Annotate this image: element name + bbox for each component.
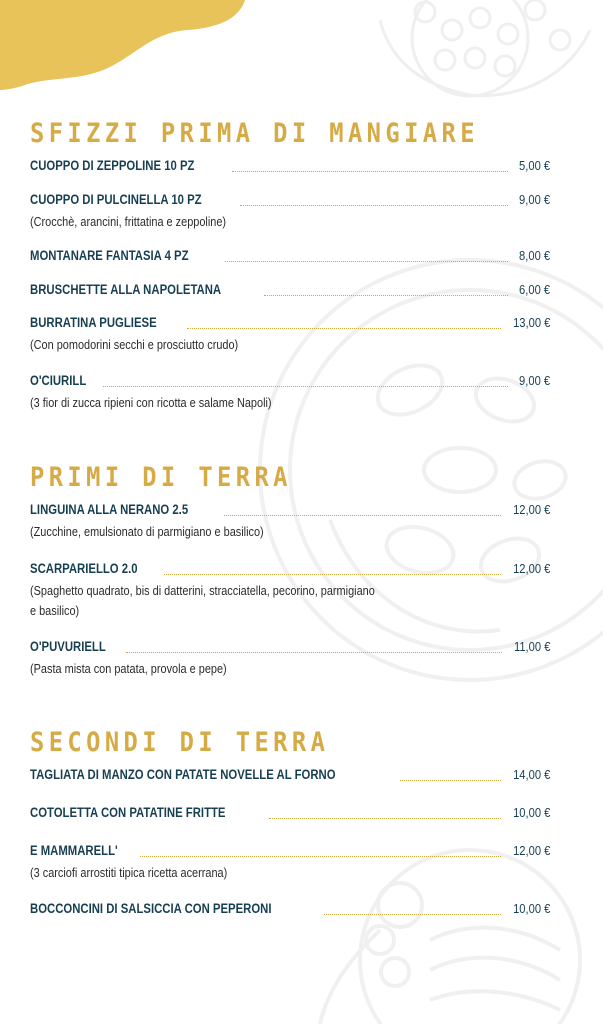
item-name: MONTANARE FANTASIA 4 PZ [30, 248, 189, 263]
dotted-leader [140, 856, 500, 857]
menu-item [30, 805, 550, 821]
dotted-leader [264, 295, 508, 296]
dotted-leader [225, 261, 508, 262]
item-name: O'CIURILL [30, 373, 87, 388]
item-price: 5,00 € [518, 158, 550, 173]
item-name: BRUSCHETTE ALLA NAPOLETANA [30, 282, 222, 297]
menu-item [30, 282, 550, 298]
dotted-leader [400, 780, 501, 781]
item-price: 13,00 € [512, 315, 550, 330]
menu-item [30, 901, 550, 917]
item-price: 11,00 € [513, 639, 550, 654]
item-name: SCARPARIELLO 2.0 [30, 561, 138, 576]
item-name: CUOPPO DI ZEPPOLINE 10 PZ [30, 158, 195, 173]
section-title-primi: PRIMI DI TERRA [30, 462, 292, 493]
corner-blob-shape [0, 0, 245, 90]
item-name: O'PUVURIELL [30, 639, 106, 654]
item-description: (Pasta mista con patata, provola e pepe) [30, 661, 227, 676]
dotted-leader [187, 328, 501, 329]
item-name: E MAMMARELL' [30, 843, 118, 858]
dotted-leader [240, 205, 508, 206]
item-price: 10,00 € [512, 805, 550, 820]
section-title-secondi: SECONDI DI TERRA [30, 727, 330, 758]
menu-item [30, 315, 550, 355]
section-title-sfizzi: SFIZZI PRIMA DI MANGIARE [30, 118, 479, 149]
item-name: BOCCONCINI DI SALSICCIA CON PEPERONI [30, 901, 272, 916]
dotted-leader [164, 574, 501, 575]
item-price: 12,00 € [512, 561, 550, 576]
dotted-leader [224, 515, 500, 516]
item-price: 14,00 € [512, 767, 550, 782]
menu-item [30, 373, 550, 413]
item-price: 10,00 € [512, 901, 550, 916]
item-description: (Crocchè, arancini, frittatina e zeppoline) [30, 214, 227, 229]
menu-item [30, 158, 550, 174]
item-price: 12,00 € [512, 502, 550, 517]
item-name: LINGUINA ALLA NERANO 2.5 [30, 502, 189, 517]
item-name: CUOPPO DI PULCINELLA 10 PZ [30, 192, 202, 207]
item-description: (Zucchine, emulsionato di parmigiano e basilico) [30, 524, 264, 539]
item-name: COTOLETTA CON PATATINE FRITTE [30, 805, 226, 820]
item-description: (Con pomodorini secchi e prosciutto crudo) [30, 337, 239, 352]
dotted-leader [324, 914, 501, 915]
item-description: (Spaghetto quadrato, bis di datterini, stracciatella, pecorino, parmigiano e basilico) [30, 583, 375, 618]
menu-item [30, 561, 550, 621]
dotted-leader [126, 652, 501, 653]
flower-illustration-icon [380, 0, 590, 96]
menu-item [30, 767, 550, 783]
item-description: (3 fior di zucca ripieni con ricotta e salame Napoli) [30, 395, 272, 410]
item-price: 12,00 € [512, 843, 550, 858]
menu-item [30, 843, 550, 883]
item-price: 9,00 € [518, 373, 550, 388]
dotted-leader [232, 171, 508, 172]
item-price: 8,00 € [518, 248, 550, 263]
menu-item [30, 192, 550, 232]
menu-item [30, 639, 550, 679]
item-description: (3 carciofi arrostiti tipica ricetta acerrana) [30, 865, 228, 880]
menu-item [30, 502, 550, 542]
dotted-leader [103, 386, 508, 387]
item-name: BURRATINA PUGLIESE [30, 315, 157, 330]
dotted-leader [269, 818, 501, 819]
item-name: TAGLIATA DI MANZO CON PATATE NOVELLE AL FORNO [30, 767, 336, 782]
item-price: 9,00 € [518, 192, 550, 207]
menu-item [30, 248, 550, 264]
item-price: 6,00 € [518, 282, 550, 297]
